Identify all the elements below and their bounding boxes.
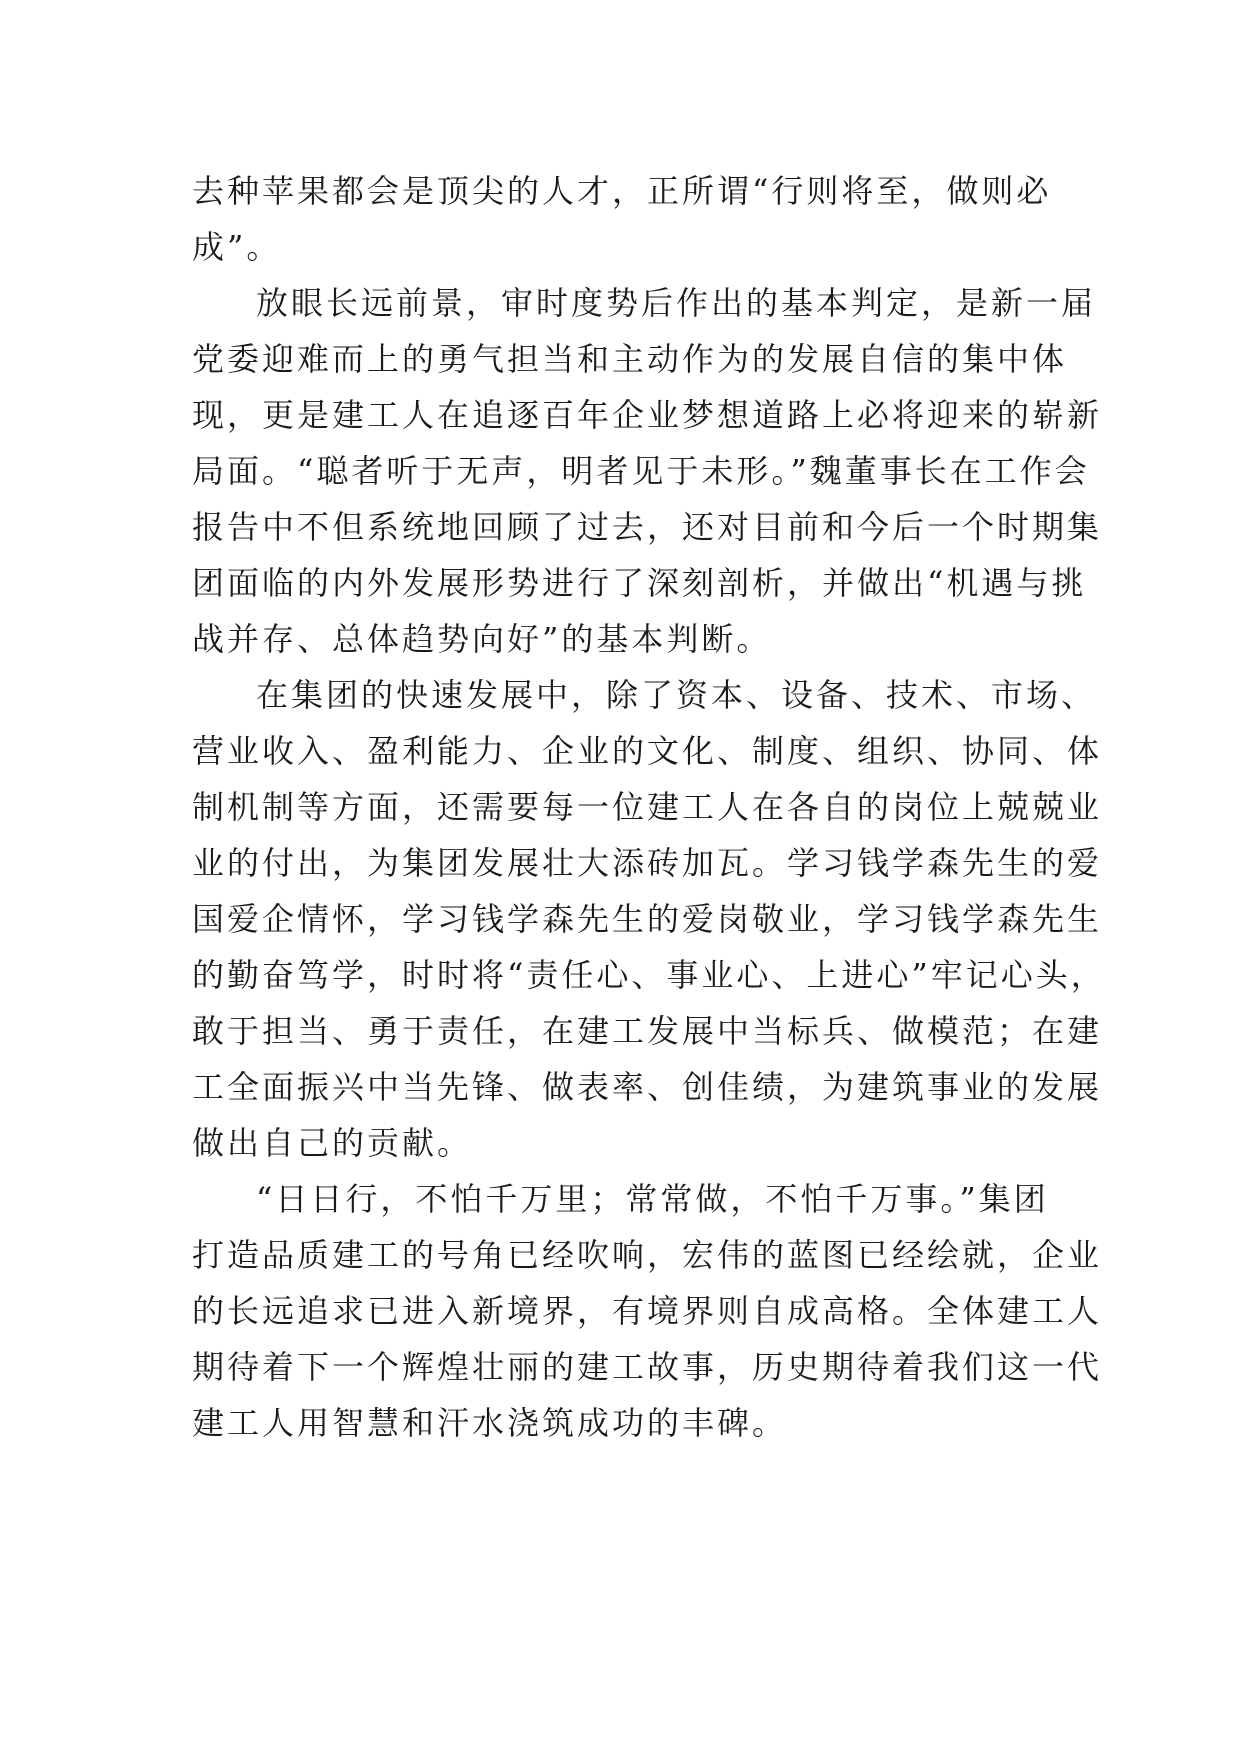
text-line: 制机制等方面，还需要每一位建工人在各自的岗位上兢兢业: [192, 788, 1103, 826]
document-body: [192, 163, 1106, 1451]
paragraph-first-line: 放眼长远前景，审时度势后作出的基本判定，是新一届: [256, 284, 1097, 322]
text-line: 敢于担当、勇于责任，在建工发展中当标兵、做模范；在建: [192, 1012, 1103, 1050]
paragraph-first-line: 在集团的快速发展中，除了资本、设备、技术、市场、: [256, 676, 1097, 714]
text-line: 业的付出，为集团发展壮大添砖加瓦。学习钱学森先生的爱: [192, 844, 1103, 882]
text-line: 成”。: [192, 228, 282, 266]
text-line: 局面。“聪者听于无声，明者见于未形。”魏董事长在工作会: [192, 452, 1090, 490]
text-line: 团面临的内外发展形势进行了深刻剖析，并做出“机遇与挑: [192, 564, 1087, 602]
text-line: 营业收入、盈利能力、企业的文化、制度、组织、协同、体: [192, 732, 1103, 770]
text-line: 建工人用智慧和汗水浇筑成功的丰碑。: [192, 1404, 788, 1442]
text-line: 党委迎难而上的勇气担当和主动作为的发展自信的集中体: [192, 340, 1068, 378]
text-line: 国爱企情怀，学习钱学森先生的爱岗敬业，学习钱学森先生: [192, 900, 1103, 938]
text-line: 工全面振兴中当先锋、做表率、创佳绩，为建筑事业的发展: [192, 1068, 1103, 1106]
text-line: 的长远追求已进入新境界，有境界则自成高格。全体建工人: [192, 1292, 1103, 1330]
text-line: 去种苹果都会是顶尖的人才，正所谓“行则将至，做则必: [192, 172, 1052, 210]
text-line: 报告中不但系统地回顾了过去，还对目前和今后一个时期集: [192, 508, 1103, 546]
text-line: 打造品质建工的号角已经吹响，宏伟的蓝图已经绘就，企业: [192, 1236, 1103, 1274]
text-line: 做出自己的贡献。: [192, 1124, 473, 1162]
text-line: 的勤奋笃学，时时将“责任心、事业心、上进心”牢记心头，: [192, 956, 1106, 994]
text-line: 期待着下一个辉煌壮丽的建工故事，历史期待着我们这一代: [192, 1348, 1103, 1386]
text-line: 战并存、总体趋势向好”的基本判断。: [192, 620, 772, 658]
text-line: 现，更是建工人在追逐百年企业梦想道路上必将迎来的崭新: [192, 396, 1103, 434]
paragraph-first-line: “日日行，不怕千万里；常常做，不怕千万事。”集团: [256, 1180, 1049, 1218]
